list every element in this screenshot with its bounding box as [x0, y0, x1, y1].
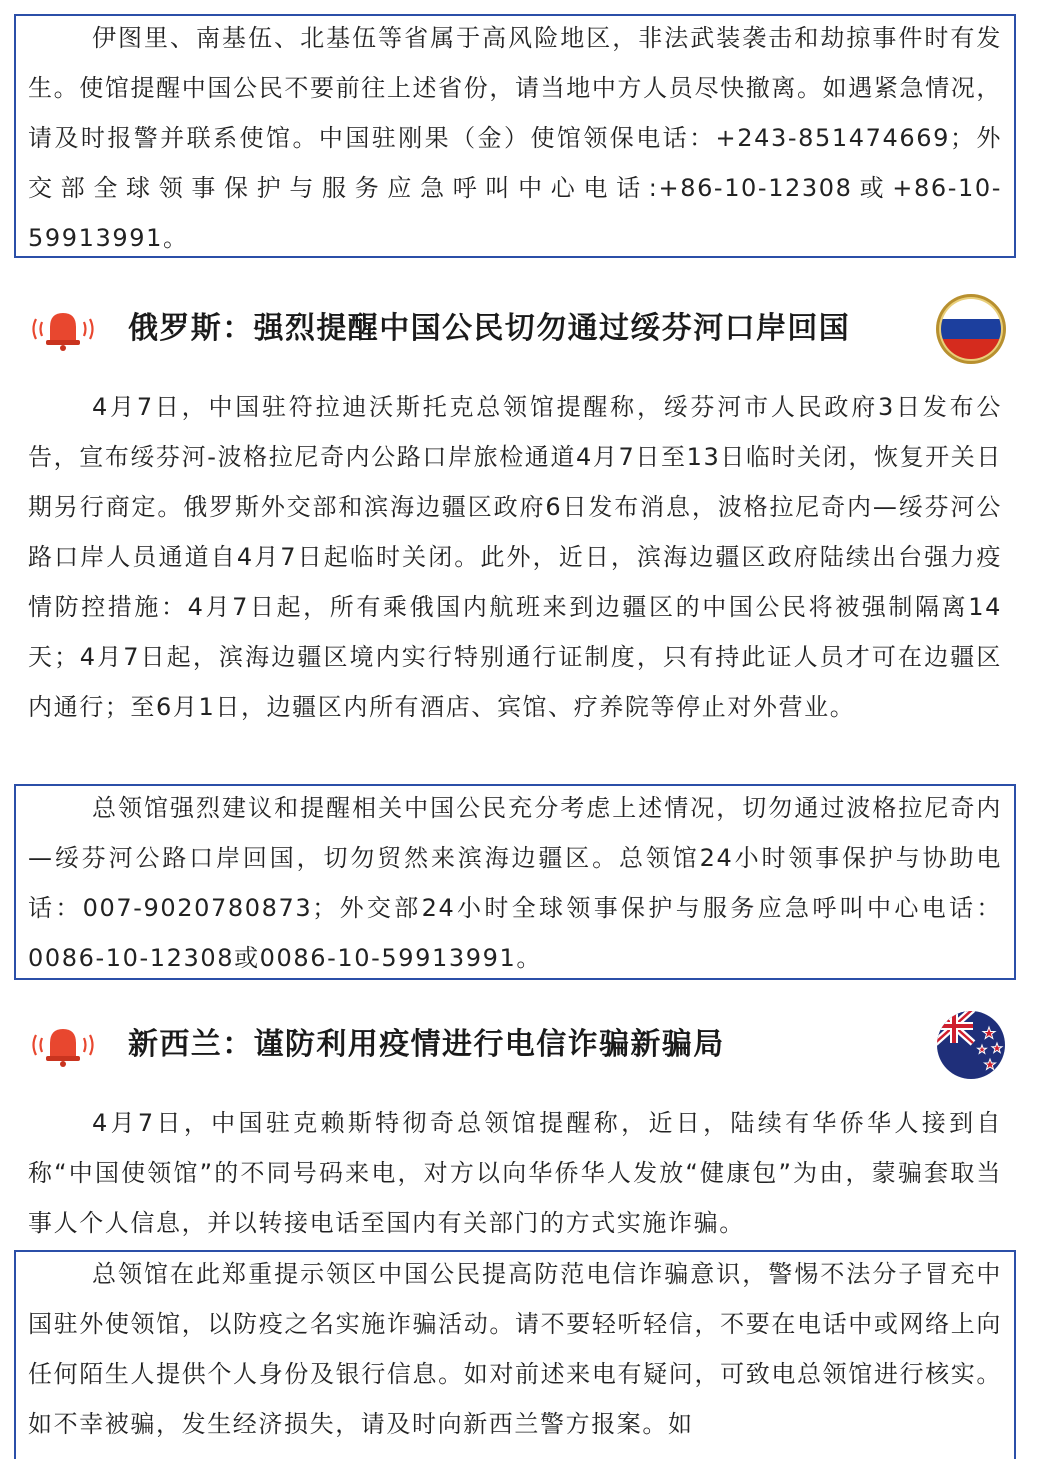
russia-flag-icon: [935, 293, 1007, 365]
notice-box-text: 伊图里、南基伍、北基伍等省属于高风险地区，非法武装袭击和劫掠事件时有发生。使馆提醒中国公民不要前往上述省份，请当地中方人员尽快撤离。如遇紧急情况，请及时报警并联系使馆。中国驻刚果（金）使馆领保电话：+243-851474669；外交部全球领事保护与服务应急呼叫中心电话:+86-10-12308或+86-10-59913991。: [28, 24, 1002, 252]
new-zealand-flag-icon: [935, 1009, 1007, 1081]
alarm-bell-icon: [28, 307, 98, 351]
section-heading-new-zealand: [0, 1005, 1040, 1085]
notice-box-text: 总领馆在此郑重提示领区中国公民提高防范电信诈骗意识，警惕不法分子冒充中国驻外使领馆，以防疫之名实施诈骗活动。请不要轻听轻信，不要在电话中或网络上向任何陌生人提供个人身份及银行信息。如对前述来电有疑问，可致电总领馆进行核实。如不幸被骗，发生经济损失，请及时向新西兰警方报案。如: [28, 1260, 1002, 1438]
notice-box-text: 总领馆强烈建议和提醒相关中国公民充分考虑上述情况，切勿通过波格拉尼奇内—绥芬河公路口岸回国，切勿贸然来滨海边疆区。总领馆24小时领事保护与协助电话：007-9020780873；外交部24小时全球领事保护与服务应急呼叫中心电话：0086-10-12308或0086-10-59913991。: [28, 794, 1002, 972]
section-body-russia: 4月7日，中国驻符拉迪沃斯托克总领馆提醒称，绥芬河市人民政府3日发布公告，宣布绥芬河-波格拉尼奇内公路口岸旅检通道4月7日至13日临时关闭，恢复开关日期另行商定。俄罗斯外交部和滨海边疆区政府6日发布消息，波格拉尼奇内—绥芬河公路口岸人员通道自4月7日起临时关闭。此外，近日，滨海边疆区政府陆续出台强力疫情防控措施：4月7日起，所有乘俄国内航班来到边疆区的中国公民将被强制隔离14天；4月7日起，滨海边疆区境内实行特别通行证制度，只有持此证人员才可在边疆区内通行；至6月1日，边疆区内所有酒店、宾馆、疗养院等停止对外营业。: [28, 393, 1002, 721]
notice-box-drc: [14, 14, 1016, 258]
section-heading-russia: [0, 289, 1040, 369]
section-body-new-zealand: 4月7日，中国驻克赖斯特彻奇总领馆提醒称，近日，陆续有华侨华人接到自称“中国使领馆”的不同号码来电，对方以向华侨华人发放“健康包”为由，蒙骗套取当事人个人信息，并以转接电话至国内有关部门的方式实施诈骗。: [28, 1109, 1002, 1237]
alarm-bell-icon: [28, 1023, 98, 1067]
notice-box-new-zealand: [14, 1250, 1016, 1459]
section-title: 俄罗斯：强烈提醒中国公民切勿通过绥芬河口岸回国: [128, 311, 851, 346]
section-title: 新西兰：谨防利用疫情进行电信诈骗新骗局: [128, 1027, 725, 1062]
notice-box-russia: [14, 784, 1016, 980]
